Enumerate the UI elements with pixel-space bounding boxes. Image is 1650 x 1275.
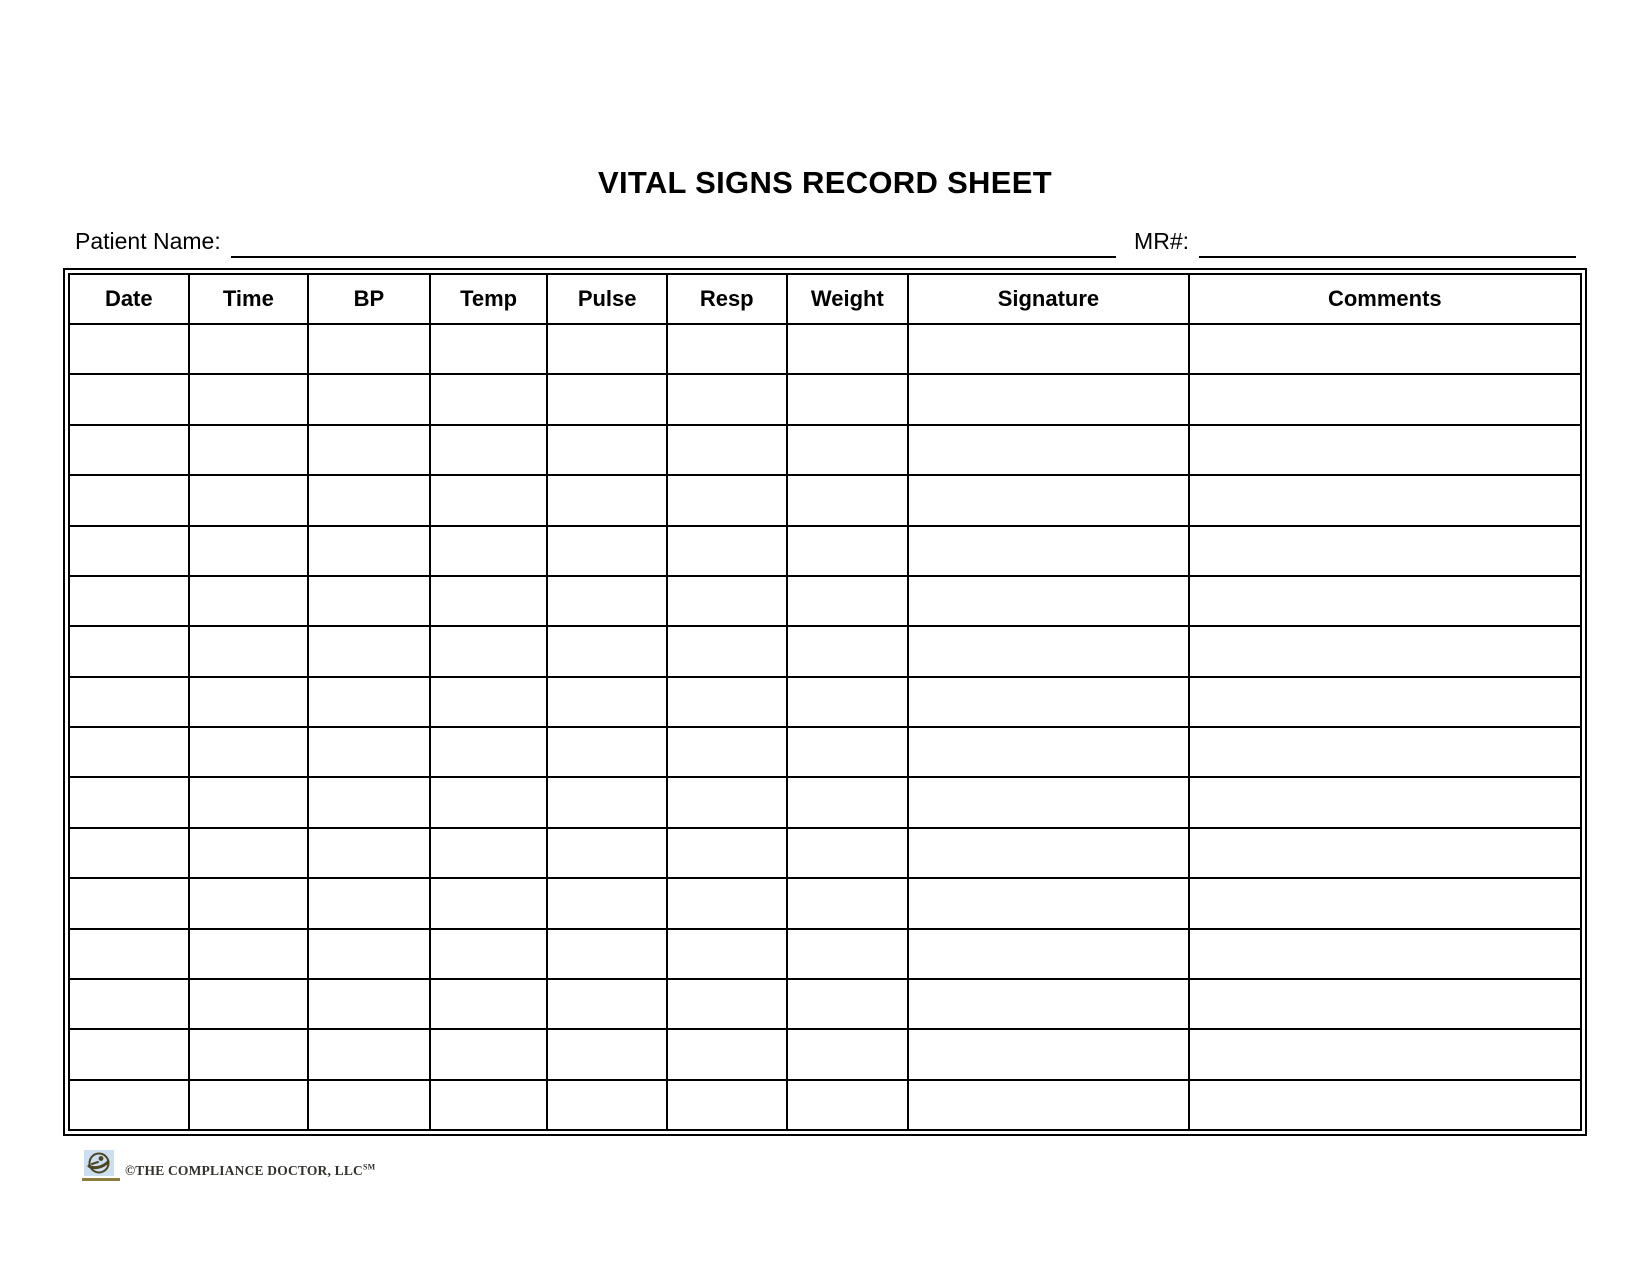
table-cell-date[interactable]	[69, 1080, 189, 1130]
table-cell-temp[interactable]	[430, 576, 548, 626]
table-cell-bp[interactable]	[308, 1080, 430, 1130]
table-cell-temp[interactable]	[430, 828, 548, 878]
table-cell-temp[interactable]	[430, 777, 548, 827]
table-cell-signature[interactable]	[908, 576, 1189, 626]
table-cell-time[interactable]	[189, 626, 309, 676]
table-cell-weight[interactable]	[787, 425, 909, 475]
column-header-comments: Comments	[1189, 274, 1581, 324]
table-cell-date[interactable]	[69, 526, 189, 576]
table-row	[69, 626, 1581, 676]
column-header-time: Time	[189, 274, 309, 324]
table-cell-resp[interactable]	[667, 878, 787, 928]
table-cell-weight[interactable]	[787, 576, 909, 626]
table-cell-date[interactable]	[69, 929, 189, 979]
table-cell-time[interactable]	[189, 374, 309, 424]
table-cell-comments[interactable]	[1189, 979, 1581, 1029]
table-cell-resp[interactable]	[667, 1029, 787, 1079]
table-cell-pulse[interactable]	[547, 878, 667, 928]
table-cell-date[interactable]	[69, 777, 189, 827]
table-cell-resp[interactable]	[667, 979, 787, 1029]
table-cell-temp[interactable]	[430, 878, 548, 928]
vital-signs-table	[68, 273, 1582, 1131]
table-cell-signature[interactable]	[908, 475, 1189, 525]
table-cell-comments[interactable]	[1189, 626, 1581, 676]
column-header-signature: Signature	[908, 274, 1189, 324]
table-row	[69, 929, 1581, 979]
table-cell-time[interactable]	[189, 828, 309, 878]
table-cell-date[interactable]	[69, 828, 189, 878]
mr-number-field[interactable]	[1199, 226, 1576, 258]
table-row	[69, 526, 1581, 576]
table-cell-signature[interactable]	[908, 425, 1189, 475]
table-cell-weight[interactable]	[787, 1080, 909, 1130]
table-cell-weight[interactable]	[787, 828, 909, 878]
table-cell-signature[interactable]	[908, 979, 1189, 1029]
table-row	[69, 727, 1581, 777]
table-cell-temp[interactable]	[430, 1029, 548, 1079]
table-cell-date[interactable]	[69, 1029, 189, 1079]
table-cell-signature[interactable]	[908, 374, 1189, 424]
table-cell-pulse[interactable]	[547, 374, 667, 424]
table-cell-comments[interactable]	[1189, 677, 1581, 727]
table-cell-comments[interactable]	[1189, 526, 1581, 576]
table-row	[69, 374, 1581, 424]
footer	[78, 1150, 375, 1183]
table-cell-temp[interactable]	[430, 929, 548, 979]
table-cell-pulse[interactable]	[547, 1029, 667, 1079]
table-cell-weight[interactable]	[787, 526, 909, 576]
table-cell-bp[interactable]	[308, 324, 430, 374]
table-cell-signature[interactable]	[908, 677, 1189, 727]
copyright-text	[125, 1163, 375, 1183]
vital-signs-table-border	[63, 268, 1587, 1136]
table-cell-resp[interactable]	[667, 828, 787, 878]
table-cell-temp[interactable]	[430, 374, 548, 424]
table-cell-date[interactable]	[69, 425, 189, 475]
table-cell-signature[interactable]	[908, 727, 1189, 777]
table-cell-signature[interactable]	[908, 626, 1189, 676]
table-row	[69, 878, 1581, 928]
table-cell-temp[interactable]	[430, 727, 548, 777]
table-cell-bp[interactable]	[308, 677, 430, 727]
table-cell-temp[interactable]	[430, 626, 548, 676]
table-cell-resp[interactable]	[667, 777, 787, 827]
table-cell-time[interactable]	[189, 526, 309, 576]
table-cell-comments[interactable]	[1189, 324, 1581, 374]
table-cell-bp[interactable]	[308, 626, 430, 676]
table-cell-comments[interactable]	[1189, 374, 1581, 424]
table-row	[69, 576, 1581, 626]
table-cell-comments[interactable]	[1189, 929, 1581, 979]
table-cell-comments[interactable]	[1189, 1029, 1581, 1079]
service-mark: SM	[363, 1162, 376, 1172]
table-cell-bp[interactable]	[308, 828, 430, 878]
table-cell-date[interactable]	[69, 475, 189, 525]
table-cell-resp[interactable]	[667, 324, 787, 374]
table-cell-time[interactable]	[189, 777, 309, 827]
table-cell-comments[interactable]	[1189, 777, 1581, 827]
table-cell-weight[interactable]	[787, 475, 909, 525]
table-cell-bp[interactable]	[308, 374, 430, 424]
table-cell-resp[interactable]	[667, 1080, 787, 1130]
table-cell-time[interactable]	[189, 425, 309, 475]
table-cell-comments[interactable]	[1189, 878, 1581, 928]
table-cell-time[interactable]	[189, 475, 309, 525]
table-cell-pulse[interactable]	[547, 677, 667, 727]
table-cell-resp[interactable]	[667, 374, 787, 424]
table-cell-signature[interactable]	[908, 878, 1189, 928]
table-cell-signature[interactable]	[908, 1029, 1189, 1079]
table-cell-weight[interactable]	[787, 979, 909, 1029]
table-cell-comments[interactable]	[1189, 828, 1581, 878]
table-cell-bp[interactable]	[308, 475, 430, 525]
table-cell-resp[interactable]	[667, 626, 787, 676]
table-cell-resp[interactable]	[667, 526, 787, 576]
table-row	[69, 324, 1581, 374]
table-cell-date[interactable]	[69, 677, 189, 727]
table-cell-bp[interactable]	[308, 727, 430, 777]
copyright-company: ©THE COMPLIANCE DOCTOR, LLC	[125, 1163, 364, 1178]
table-cell-pulse[interactable]	[547, 576, 667, 626]
table-cell-pulse[interactable]	[547, 425, 667, 475]
column-header-weight: Weight	[787, 274, 909, 324]
table-cell-comments[interactable]	[1189, 576, 1581, 626]
table-cell-comments[interactable]	[1189, 425, 1581, 475]
table-cell-time[interactable]	[189, 929, 309, 979]
table-cell-time[interactable]	[189, 878, 309, 928]
table-cell-signature[interactable]	[908, 1080, 1189, 1130]
table-row	[69, 1029, 1581, 1079]
table-row	[69, 677, 1581, 727]
column-header-bp: BP	[308, 274, 430, 324]
table-cell-weight[interactable]	[787, 324, 909, 374]
table-cell-pulse[interactable]	[547, 475, 667, 525]
table-cell-time[interactable]	[189, 677, 309, 727]
table-cell-temp[interactable]	[430, 475, 548, 525]
table-cell-time[interactable]	[189, 324, 309, 374]
column-header-pulse: Pulse	[547, 274, 667, 324]
table-row	[69, 1080, 1581, 1130]
table-cell-pulse[interactable]	[547, 626, 667, 676]
patient-name-label: Patient Name:	[75, 228, 221, 254]
table-cell-weight[interactable]	[787, 727, 909, 777]
table-cell-date[interactable]	[69, 576, 189, 626]
table-cell-bp[interactable]	[308, 526, 430, 576]
table-cell-temp[interactable]	[430, 526, 548, 576]
table-cell-comments[interactable]	[1189, 1080, 1581, 1130]
compliance-doctor-logo-icon	[78, 1150, 120, 1183]
table-cell-pulse[interactable]	[547, 727, 667, 777]
table-cell-weight[interactable]	[787, 374, 909, 424]
table-cell-bp[interactable]	[308, 777, 430, 827]
table-row	[69, 777, 1581, 827]
table-cell-bp[interactable]	[308, 979, 430, 1029]
table-cell-bp[interactable]	[308, 576, 430, 626]
page-title: VITAL SIGNS RECORD SHEET	[598, 164, 1052, 200]
table-cell-bp[interactable]	[308, 1029, 430, 1079]
table-cell-resp[interactable]	[667, 677, 787, 727]
column-header-date: Date	[69, 274, 189, 324]
column-header-temp: Temp	[430, 274, 548, 324]
table-cell-date[interactable]	[69, 727, 189, 777]
table-cell-resp[interactable]	[667, 929, 787, 979]
table-cell-time[interactable]	[189, 576, 309, 626]
table-cell-comments[interactable]	[1189, 475, 1581, 525]
table-cell-weight[interactable]	[787, 677, 909, 727]
table-cell-pulse[interactable]	[547, 526, 667, 576]
table-row	[69, 979, 1581, 1029]
table-cell-date[interactable]	[69, 324, 189, 374]
table-cell-time[interactable]	[189, 979, 309, 1029]
table-row	[69, 475, 1581, 525]
table-cell-weight[interactable]	[787, 626, 909, 676]
table-cell-resp[interactable]	[667, 475, 787, 525]
table-cell-date[interactable]	[69, 626, 189, 676]
table-cell-weight[interactable]	[787, 777, 909, 827]
table-cell-temp[interactable]	[430, 1080, 548, 1130]
table-cell-pulse[interactable]	[547, 828, 667, 878]
table-cell-temp[interactable]	[430, 425, 548, 475]
table-cell-bp[interactable]	[308, 425, 430, 475]
table-row	[69, 425, 1581, 475]
table-cell-comments[interactable]	[1189, 727, 1581, 777]
table-cell-pulse[interactable]	[547, 1080, 667, 1130]
table-cell-date[interactable]	[69, 979, 189, 1029]
compliance-doctor-logo	[78, 1150, 120, 1183]
table-cell-bp[interactable]	[308, 929, 430, 979]
table-row	[69, 828, 1581, 878]
table-cell-weight[interactable]	[787, 878, 909, 928]
table-cell-weight[interactable]	[787, 929, 909, 979]
table-header-row	[69, 274, 1581, 324]
table-cell-pulse[interactable]	[547, 979, 667, 1029]
patient-name-field[interactable]	[231, 226, 1116, 258]
table-cell-pulse[interactable]	[547, 929, 667, 979]
table-cell-temp[interactable]	[430, 324, 548, 374]
table-cell-weight[interactable]	[787, 1029, 909, 1079]
table-cell-date[interactable]	[69, 878, 189, 928]
table-cell-signature[interactable]	[908, 526, 1189, 576]
table-cell-resp[interactable]	[667, 425, 787, 475]
table-cell-date[interactable]	[69, 374, 189, 424]
table-cell-time[interactable]	[189, 727, 309, 777]
patient-info-row	[75, 226, 1576, 258]
table-cell-pulse[interactable]	[547, 324, 667, 374]
table-cell-signature[interactable]	[908, 777, 1189, 827]
table-cell-temp[interactable]	[430, 979, 548, 1029]
mr-number-label: MR#:	[1134, 228, 1189, 254]
table-cell-signature[interactable]	[908, 929, 1189, 979]
table-cell-time[interactable]	[189, 1029, 309, 1079]
table-cell-pulse[interactable]	[547, 777, 667, 827]
table-cell-resp[interactable]	[667, 576, 787, 626]
table-cell-resp[interactable]	[667, 727, 787, 777]
table-cell-temp[interactable]	[430, 677, 548, 727]
column-header-resp: Resp	[667, 274, 787, 324]
table-cell-bp[interactable]	[308, 878, 430, 928]
table-cell-signature[interactable]	[908, 324, 1189, 374]
table-cell-signature[interactable]	[908, 828, 1189, 878]
table-cell-time[interactable]	[189, 1080, 309, 1130]
